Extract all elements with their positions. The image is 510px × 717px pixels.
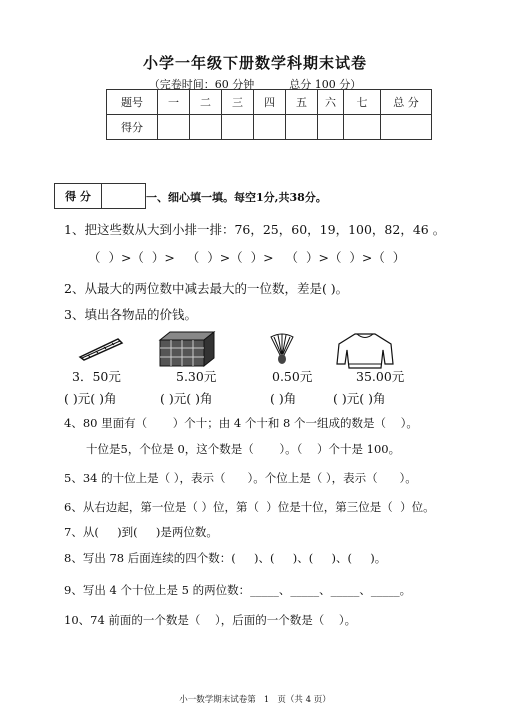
header-cell: 总 分	[381, 90, 432, 115]
grade-cell[interactable]	[102, 184, 146, 209]
score-table-score-row	[107, 115, 432, 140]
header-cell: 七	[344, 90, 381, 115]
price-blank-sweater[interactable]: ( )元( )角	[333, 391, 386, 406]
price-blank-ruler[interactable]: ( )元( )角	[64, 391, 117, 406]
header-cell: 三	[222, 90, 254, 115]
header-cell: 二	[190, 90, 222, 115]
question-4a: 4、80 里面有（ ）个十；由 4 个十和 8 个一组成的数是（ ）。	[64, 416, 418, 430]
pencil-box-icon	[158, 330, 216, 368]
header-cell: 四	[254, 90, 286, 115]
score-cell[interactable]	[190, 115, 222, 140]
question-10: 10、74 前面的一个数是（ ），后面的一个数是（ ）。	[64, 613, 357, 627]
question-8: 8、写出 78 后面连续的四个数：( )、( )、( )、( )。	[64, 551, 387, 565]
score-cell[interactable]	[222, 115, 254, 140]
score-table-header-row	[107, 90, 432, 115]
price-blank-pencil-box[interactable]: ( )元( )角	[160, 391, 213, 406]
score-cell[interactable]	[344, 115, 381, 140]
header-cell: 五	[286, 90, 318, 115]
header-cell: 一	[158, 90, 190, 115]
question-4b: 十位是5，个位是 0，这个数是（ ）。（ ）个十是 100。	[86, 442, 401, 456]
grade-label: 得 分	[55, 184, 102, 209]
price-ruler: 3．50元	[72, 369, 121, 384]
score-cell[interactable]	[381, 115, 432, 140]
score-cell[interactable]	[254, 115, 286, 140]
question-3: 3、填出各物品的价钱。	[64, 307, 197, 322]
score-cell[interactable]	[318, 115, 344, 140]
section-title: 一、细心填一填。每空1分,共38分。	[146, 191, 327, 204]
price-shuttlecock: 0.50元	[272, 369, 313, 384]
score-cell[interactable]	[158, 115, 190, 140]
shuttlecock-icon	[268, 333, 296, 367]
sweater-icon	[335, 332, 395, 370]
price-pencil-box: 5.30元	[176, 369, 217, 384]
price-blank-shuttlecock[interactable]: ( )角	[270, 391, 297, 406]
question-5: 5、34 的十位上是（ ），表示（ ）。个位上是（ ），表示（ ）。	[64, 471, 417, 485]
header-cell: 题号	[107, 90, 158, 115]
question-6: 6、从右边起，第一位是（ ）位，第（ ）位是十位，第三位是（ ）位。	[64, 500, 435, 514]
exam-subtitle: （完卷时间：60 分钟 总分 100 分）	[148, 78, 362, 91]
question-2: 2、从最大的两位数中减去最大的一位数，差是( )。	[64, 281, 349, 296]
question-1-blanks[interactable]: （ ）>（ ）> （ ）>（ ）> （ ）>（ ）>（ ）	[88, 250, 406, 265]
page-footer: 小一数学期末试卷第 1 页（共 4 页）	[179, 695, 331, 705]
header-cell: 六	[318, 90, 344, 115]
question-9: 9、写出 4 个十位上是 5 的两位数：_____、_____、_____、_____。	[64, 583, 412, 597]
question-1: 1、把这些数从大到小排一排：76，25，60，19，100，82，46 。	[64, 222, 446, 237]
score-row-label: 得分	[107, 115, 158, 140]
price-sweater: 35.00元	[356, 369, 405, 384]
score-table	[106, 89, 432, 140]
ruler-icon	[78, 335, 124, 361]
exam-title: 小学一年级下册数学科期末试卷	[142, 54, 367, 72]
score-cell[interactable]	[286, 115, 318, 140]
question-7: 7、从( )到( )是两位数。	[64, 525, 218, 539]
section-grade-box	[54, 183, 146, 209]
